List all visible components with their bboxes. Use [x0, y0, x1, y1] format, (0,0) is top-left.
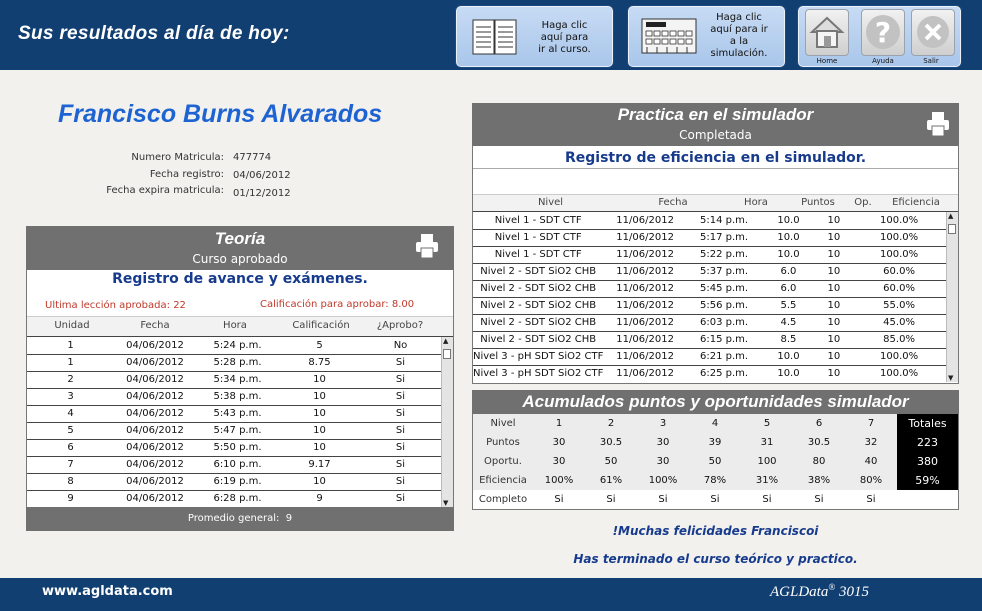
- practica-cell: 10: [816, 314, 853, 331]
- acc-nivel-label: Nivel: [490, 418, 516, 429]
- practica-cell: 100.0%: [852, 365, 946, 382]
- teoria-cell: 5:43 p.m.: [196, 405, 279, 422]
- acc-cell: 100: [757, 456, 777, 467]
- practica-cell: 11/06/2012: [603, 212, 686, 229]
- acc-cell: Si: [814, 494, 824, 505]
- teoria-cell: 5: [279, 337, 360, 354]
- promedio-value: 9: [285, 513, 293, 524]
- practica-col-eficiencia: Eficiencia: [892, 197, 940, 208]
- teoria-cell: 04/06/2012: [114, 388, 196, 405]
- acc-row: [473, 452, 958, 471]
- practica-cell: 11/06/2012: [603, 331, 686, 348]
- teoria-cell: 04/06/2012: [114, 490, 196, 507]
- acc-cell: 78%: [703, 475, 727, 486]
- practica-cell: 11/06/2012: [603, 246, 686, 263]
- calificacion-aprobar-value: 8.00: [391, 299, 415, 310]
- practica-cell: Nivel 3 - pH SDT SiO2 CTF: [473, 365, 603, 382]
- teoria-scrollbar[interactable]: ▲ ▼: [441, 337, 453, 507]
- teoria-cell: 9.17: [279, 456, 360, 473]
- teoria-cell: 10: [279, 405, 360, 422]
- sim-button-line: simulación.: [710, 48, 768, 59]
- practica-cell: 60.0%: [852, 280, 946, 297]
- practica-subtitle: Completada: [679, 128, 752, 142]
- acc-cell: 80%: [859, 475, 883, 486]
- help-label: Ayuda: [872, 57, 894, 65]
- teoria-cell: 04/06/2012: [114, 456, 196, 473]
- practica-cell: 10.0: [761, 365, 815, 382]
- practica-cell: 11/06/2012: [603, 263, 686, 280]
- teoria-cell: 2: [27, 371, 114, 388]
- course-button-line: aquí para: [540, 32, 589, 43]
- practica-cell: Nivel 2 - SDT SiO2 CHB: [473, 331, 603, 348]
- practica-row[interactable]: [473, 246, 946, 263]
- home-button[interactable]: [805, 9, 849, 56]
- practica-cell: 10: [816, 246, 853, 263]
- practica-cell: Nivel 2 - SDT SiO2 CHB: [473, 297, 603, 314]
- close-icon: [912, 10, 954, 55]
- teoria-cell: 1: [27, 354, 114, 371]
- teoria-cell: 6: [27, 439, 114, 456]
- acc-totales-label: Totales: [897, 414, 958, 433]
- practica-cell: 6:21 p.m.: [687, 348, 761, 365]
- student-name: Francisco Burns Alvarados: [58, 100, 383, 128]
- acc-row: [473, 433, 958, 452]
- practica-col-fecha: Fecha: [658, 197, 688, 208]
- promedio-bar: [26, 507, 454, 531]
- acc-cell: 50: [708, 456, 722, 467]
- matricula-value: 477774: [233, 152, 272, 163]
- course-button-line: ir al curso.: [538, 44, 591, 55]
- practica-cell: 6:25 p.m.: [687, 365, 761, 382]
- teoria-cell: 5:50 p.m.: [196, 439, 279, 456]
- help-button[interactable]: [861, 9, 905, 56]
- exit-button[interactable]: [911, 9, 955, 56]
- acc-cell: 30: [656, 456, 670, 467]
- acc-total: 223: [897, 433, 958, 452]
- acc-row-label: Completo: [478, 494, 528, 505]
- teoria-cell: 9: [27, 490, 114, 507]
- print-icon[interactable]: [415, 233, 439, 259]
- acc-cell: 38%: [807, 475, 831, 486]
- go-to-course-button[interactable]: [456, 6, 613, 67]
- teoria-row[interactable]: [27, 354, 441, 371]
- teoria-col-fecha: Fecha: [140, 320, 170, 331]
- practica-header: [472, 103, 959, 146]
- teoria-title: Teoría: [214, 229, 266, 248]
- practica-cell: 5.5: [761, 297, 815, 314]
- teoria-row[interactable]: [27, 405, 441, 422]
- teoria-cell: 9: [279, 490, 360, 507]
- acc-cell: Si: [710, 494, 720, 505]
- practica-col-op: Op.: [854, 197, 872, 208]
- practica-cell: 10: [816, 280, 853, 297]
- acc-total: 380: [897, 452, 958, 471]
- teoria-cell: 6:19 p.m.: [196, 473, 279, 490]
- practica-cell: 10: [816, 331, 853, 348]
- practica-column-headers: [473, 197, 958, 211]
- teoria-cell: 10: [279, 473, 360, 490]
- brand-reg: ®: [828, 582, 836, 592]
- matricula-label: Numero Matricula:: [131, 152, 224, 163]
- teoria-cell: Si: [360, 456, 441, 473]
- teoria-cell: 7: [27, 456, 114, 473]
- practica-cell: 6.0: [761, 263, 815, 280]
- teoria-cell: 5:28 p.m.: [196, 354, 279, 371]
- acc-level-number: 6: [815, 418, 823, 429]
- print-icon[interactable]: [926, 111, 950, 137]
- acc-cell: 32: [864, 437, 878, 448]
- practica-col-hora: Hora: [744, 197, 768, 208]
- acc-cell: 30.5: [599, 437, 623, 448]
- teoria-row[interactable]: [27, 337, 441, 354]
- exit-label: Salir: [923, 57, 939, 65]
- practica-cell: 100.0%: [852, 229, 946, 246]
- brand-version: 3015: [838, 584, 869, 600]
- teoria-col-unidad: Unidad: [54, 320, 90, 331]
- practica-cell: 45.0%: [852, 314, 946, 331]
- acc-level-number: 5: [763, 418, 771, 429]
- practica-cell: 85.0%: [852, 331, 946, 348]
- registro-value: 04/06/2012: [233, 170, 291, 181]
- teoria-cell: Si: [360, 388, 441, 405]
- expira-value: 01/12/2012: [233, 188, 291, 199]
- acc-total: [897, 490, 958, 509]
- practica-cell: 5:14 p.m.: [687, 212, 761, 229]
- acc-cell: 30: [552, 456, 566, 467]
- practica-cell: 11/06/2012: [603, 280, 686, 297]
- sim-button-line: Haga clic: [716, 12, 762, 23]
- acc-row: [473, 471, 958, 490]
- calificacion-aprobar-label: Calificación para aprobar:: [260, 299, 389, 310]
- teoria-row[interactable]: [27, 371, 441, 388]
- teoria-cell: 04/06/2012: [114, 405, 196, 422]
- practica-cell: 10: [816, 365, 853, 382]
- teoria-cell: 6:28 p.m.: [196, 490, 279, 507]
- teoria-row[interactable]: [27, 473, 441, 490]
- acc-cell: 30: [552, 437, 566, 448]
- practica-scrollbar[interactable]: ▲ ▼: [946, 212, 958, 382]
- teoria-row[interactable]: [27, 388, 441, 405]
- teoria-row[interactable]: [27, 456, 441, 473]
- teoria-col-hora: Hora: [223, 320, 247, 331]
- practica-row[interactable]: [473, 365, 946, 382]
- acc-cell: 61%: [599, 475, 623, 486]
- svg-text:?: ?: [874, 16, 892, 49]
- practica-cell: 10: [816, 297, 853, 314]
- teoria-cell: 8.75: [279, 354, 360, 371]
- teoria-cell: No: [360, 337, 441, 354]
- teoria-heading: Registro de avance y exámenes.: [112, 271, 368, 287]
- teoria-cell: Si: [360, 439, 441, 456]
- teoria-row[interactable]: [27, 439, 441, 456]
- practica-row[interactable]: [473, 297, 946, 314]
- help-icon: [862, 10, 904, 55]
- practica-table-viewport[interactable]: [473, 212, 946, 382]
- practica-cell: 5:56 p.m.: [687, 297, 761, 314]
- teoria-cell: 6:10 p.m.: [196, 456, 279, 473]
- practica-cell: 100.0%: [852, 348, 946, 365]
- practica-cell: 6:03 p.m.: [687, 314, 761, 331]
- practica-cell: 10: [816, 212, 853, 229]
- practica-cell: 4.5: [761, 314, 815, 331]
- teoria-cell: 1: [27, 337, 114, 354]
- practica-cell: 60.0%: [852, 263, 946, 280]
- teoria-row[interactable]: [27, 490, 441, 507]
- teoria-cell: Si: [360, 490, 441, 507]
- practica-divider: [473, 168, 958, 169]
- acc-row: [473, 490, 958, 509]
- practica-scroll-thumb[interactable]: [948, 224, 956, 234]
- practica-cell: 11/06/2012: [603, 229, 686, 246]
- acc-cell: 80: [812, 456, 826, 467]
- teoria-cell: Si: [360, 371, 441, 388]
- teoria-cell: 04/06/2012: [114, 354, 196, 371]
- acc-level-number: 3: [659, 418, 667, 429]
- practica-cell: 10.0: [761, 212, 815, 229]
- teoria-cell: Si: [360, 473, 441, 490]
- practica-cell: 100.0%: [852, 212, 946, 229]
- teoria-cell: Si: [360, 422, 441, 439]
- ultima-leccion: [45, 300, 186, 311]
- teoria-cell: 10: [279, 371, 360, 388]
- teoria-scroll-thumb[interactable]: [443, 349, 451, 359]
- teoria-cell: 4: [27, 405, 114, 422]
- teoria-cell: 04/06/2012: [114, 371, 196, 388]
- teoria-subtitle: Curso aprobado: [192, 252, 288, 266]
- book-icon: [472, 17, 518, 57]
- acc-level-number: 2: [607, 418, 615, 429]
- done-message: Has terminado el curso teórico y practico.: [573, 552, 858, 566]
- website-link[interactable]: www.agldata.com: [42, 584, 173, 599]
- acc-level-number: 7: [867, 418, 875, 429]
- acc-total: 59%: [897, 471, 958, 490]
- home-icon: [806, 10, 848, 55]
- acc-cell: 39: [708, 437, 722, 448]
- teoria-cell: 10: [279, 439, 360, 456]
- practica-cell: 5:45 p.m.: [687, 280, 761, 297]
- acc-cell: Si: [606, 494, 616, 505]
- acc-cell: 31%: [755, 475, 779, 486]
- teoria-cell: 04/06/2012: [114, 422, 196, 439]
- go-to-simulation-button[interactable]: [628, 6, 785, 67]
- practica-cell: Nivel 2 - SDT SiO2 CHB: [473, 280, 603, 297]
- teoria-table-viewport[interactable]: [27, 337, 441, 507]
- ultima-leccion-value: 22: [173, 300, 186, 311]
- acc-cell: Si: [554, 494, 564, 505]
- practica-table: [473, 212, 946, 382]
- practica-cell: 11/06/2012: [603, 297, 686, 314]
- acumulados-title: Acumulados puntos y oportunidades simulador: [472, 390, 959, 414]
- acc-cell: 30: [656, 437, 670, 448]
- practica-cell: 10.0: [761, 229, 815, 246]
- teoria-cell: Si: [360, 354, 441, 371]
- teoria-table: [27, 337, 441, 507]
- acumulados-table: [473, 414, 958, 509]
- acc-cell: 31: [760, 437, 774, 448]
- practica-cell: 6:15 p.m.: [687, 331, 761, 348]
- acc-cell: 50: [604, 456, 618, 467]
- practica-row[interactable]: [473, 314, 946, 331]
- teoria-header: [26, 226, 454, 270]
- teoria-cell: 8: [27, 473, 114, 490]
- sim-button-line: a la: [729, 36, 749, 47]
- sim-button-line: aquí para ir: [710, 24, 768, 35]
- teoria-cell: 5: [27, 422, 114, 439]
- acc-cell: Si: [658, 494, 668, 505]
- teoria-cell: 10: [279, 422, 360, 439]
- practica-row[interactable]: [473, 348, 946, 365]
- page-title: Sus resultados al día de hoy:: [18, 23, 290, 44]
- acc-row-label: Puntos: [486, 437, 520, 448]
- practica-cell: Nivel 1 - SDT CTF: [473, 212, 603, 229]
- teoria-col-calificacion: Calificación: [292, 320, 350, 331]
- brand-name: AGLData: [770, 584, 829, 600]
- practica-cell: 10: [816, 229, 853, 246]
- practica-row[interactable]: [473, 331, 946, 348]
- teoria-row[interactable]: [27, 422, 441, 439]
- practica-cell: 11/06/2012: [603, 314, 686, 331]
- acc-row-label: Eficiencia: [479, 475, 527, 486]
- simulator-panel-icon: [641, 17, 697, 57]
- practica-cell: 5:37 p.m.: [687, 263, 761, 280]
- practica-cell: Nivel 2 - SDT SiO2 CHB: [473, 314, 603, 331]
- teoria-cell: 3: [27, 388, 114, 405]
- practica-cell: Nivel 3 - pH SDT SiO2 CTF: [473, 348, 603, 365]
- acc-level-number: 4: [711, 418, 719, 429]
- practica-cell: 10: [816, 348, 853, 365]
- ultima-leccion-label: Ultima lección aprobada:: [45, 300, 170, 311]
- teoria-cell: 5:47 p.m.: [196, 422, 279, 439]
- practica-cell: 11/06/2012: [603, 365, 686, 382]
- acc-cell: Si: [762, 494, 772, 505]
- practica-row[interactable]: [473, 280, 946, 297]
- acc-cell: 40: [864, 456, 878, 467]
- practica-cell: 11/06/2012: [603, 348, 686, 365]
- practica-row[interactable]: [473, 229, 946, 246]
- practica-heading: Registro de eficiencia en el simulador.: [564, 150, 867, 166]
- teoria-cell: Si: [360, 405, 441, 422]
- practica-cell: 6.0: [761, 280, 815, 297]
- practica-title: Practica en el simulador: [617, 105, 814, 124]
- practica-col-puntos: Puntos: [801, 197, 835, 208]
- teoria-cell: 04/06/2012: [114, 473, 196, 490]
- teoria-col-aprobo: ¿Aprobo?: [376, 320, 424, 331]
- teoria-cell: 10: [279, 388, 360, 405]
- teoria-cell: 5:24 p.m.: [196, 337, 279, 354]
- practica-cell: 100.0%: [852, 246, 946, 263]
- course-button-line: Haga clic: [541, 20, 588, 31]
- congrats-message: !Muchas felicidades Franciscoi: [612, 524, 819, 538]
- home-label: Home: [816, 57, 838, 65]
- acc-level-number: 1: [555, 418, 563, 429]
- acc-cell: 100%: [544, 475, 574, 486]
- practica-row[interactable]: [473, 212, 946, 229]
- teoria-cell: 5:38 p.m.: [196, 388, 279, 405]
- practica-cell: 5:17 p.m.: [687, 229, 761, 246]
- practica-cell: 5:22 p.m.: [687, 246, 761, 263]
- practica-cell: Nivel 1 - SDT CTF: [473, 229, 603, 246]
- practica-cell: Nivel 2 - SDT SiO2 CHB: [473, 263, 603, 280]
- calificacion-aprobar: [260, 299, 414, 310]
- acc-cell: Si: [866, 494, 876, 505]
- practica-cell: 55.0%: [852, 297, 946, 314]
- practica-cell: 10.0: [761, 246, 815, 263]
- teoria-cell: 5:34 p.m.: [196, 371, 279, 388]
- acc-cell: 100%: [648, 475, 678, 486]
- teoria-cell: 04/06/2012: [114, 439, 196, 456]
- practica-cell: 8.5: [761, 331, 815, 348]
- practica-cell: 10.0: [761, 348, 815, 365]
- acc-cell: 30.5: [807, 437, 831, 448]
- promedio-label: Promedio general:: [187, 513, 280, 524]
- teoria-column-headers: [27, 320, 453, 334]
- practica-cell: 10: [816, 263, 853, 280]
- expira-label: Fecha expira matricula:: [106, 185, 224, 196]
- practica-row[interactable]: [473, 263, 946, 280]
- teoria-cell: 04/06/2012: [114, 337, 196, 354]
- registro-label: Fecha registro:: [149, 169, 224, 180]
- acc-row-label: Oportu.: [484, 456, 522, 467]
- practica-col-nivel: Nivel: [537, 197, 564, 208]
- practica-cell: Nivel 1 - SDT CTF: [473, 246, 603, 263]
- brand-logo: [770, 582, 869, 601]
